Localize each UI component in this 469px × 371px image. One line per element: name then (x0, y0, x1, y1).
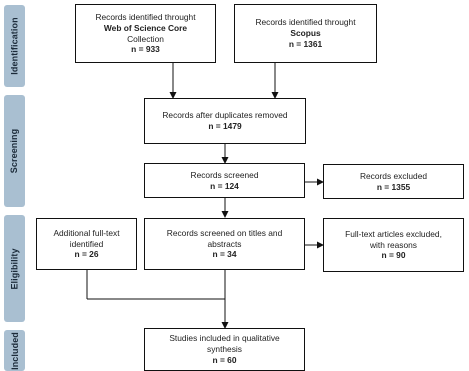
stage-label-identification-text: Identification (9, 17, 20, 75)
box-records-excluded (323, 164, 464, 199)
excluded-count: n = 1355 (376, 181, 411, 192)
included-line2: synthesis (207, 344, 242, 355)
additional-line1: Additional full-text (53, 227, 120, 238)
fulltext-excluded-line1: Full-text articles excluded, (345, 228, 442, 239)
wos-line2: Web of Science Core (103, 22, 188, 33)
additional-line2: identified (69, 238, 104, 249)
excluded-line1: Records excluded (359, 170, 428, 181)
box-duplicates-removed (144, 98, 306, 144)
wos-count: n = 933 (131, 44, 160, 55)
stage-label-eligibility-text: Eligibility (9, 247, 20, 290)
screened-count: n = 124 (210, 180, 239, 191)
duplicates-count: n = 1479 (208, 121, 242, 131)
box-studies-included (144, 328, 305, 371)
box-records-screened (144, 163, 305, 198)
scopus-line2: Scopus (290, 28, 321, 39)
titles-line2: abstracts (207, 238, 242, 249)
box-scopus (234, 4, 377, 63)
box-full-text-excluded (323, 218, 464, 272)
included-line1: Studies included in qualitative (169, 333, 280, 344)
titles-line1: Records screened on titles and (166, 227, 283, 238)
stage-label-screening-text: Screening (9, 128, 20, 174)
box-web-of-science (75, 4, 216, 63)
wos-line1: Records identified throught (95, 12, 196, 22)
fulltext-excluded-line2: with reasons (369, 239, 417, 250)
box-titles-abstracts (144, 218, 305, 270)
duplicates-line1: Records after duplicates removed (162, 110, 288, 121)
titles-count: n = 34 (212, 249, 237, 260)
scopus-line1: Records identified throught (255, 17, 356, 28)
wos-line3: Collection (127, 33, 164, 44)
screened-line1: Records screened (190, 169, 259, 180)
scopus-count: n = 1361 (288, 38, 323, 49)
fulltext-excluded-count: n = 90 (381, 250, 406, 261)
stage-label-included-text: Included (9, 331, 20, 370)
included-count: n = 60 (212, 354, 237, 365)
additional-count: n = 26 (74, 249, 99, 260)
box-additional-full-text (36, 218, 137, 270)
